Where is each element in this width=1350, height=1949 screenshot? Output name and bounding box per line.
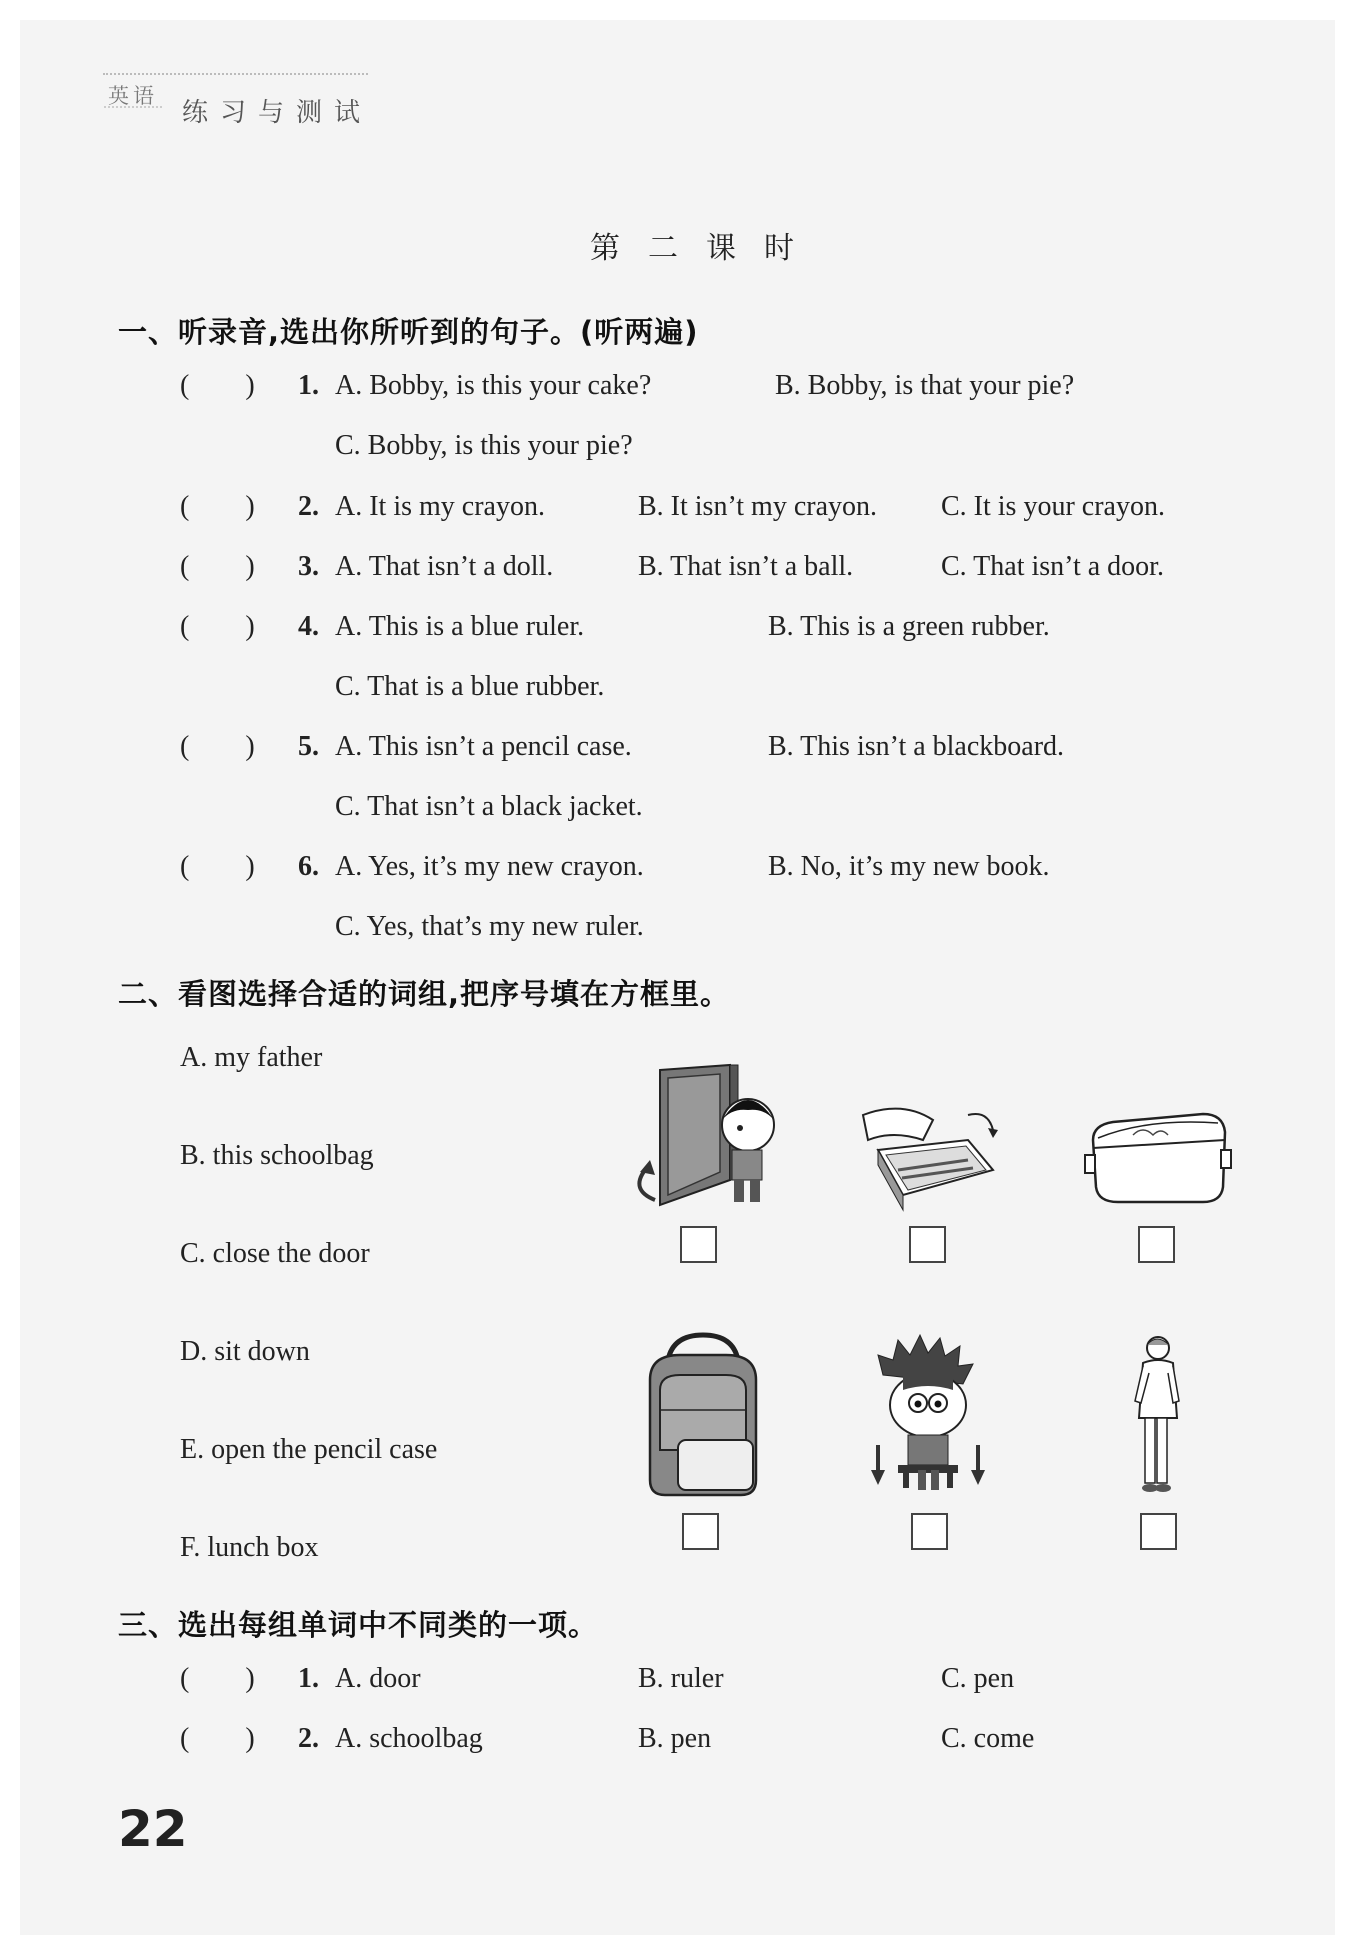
option-b: B. pen <box>638 1723 712 1754</box>
section3-title: 三、选出每组单词中不同类的一项。 <box>118 1608 599 1642</box>
option-c: C. come <box>941 1723 1035 1754</box>
section1-title: 一、听录音,选出你所听到的句子。(听两遍) <box>118 315 699 349</box>
question-number: 5. <box>298 731 319 762</box>
question-number: 1. <box>298 1663 319 1694</box>
answer-blank[interactable]: ( ) <box>180 731 255 762</box>
question-number: 4. <box>298 611 319 642</box>
question-number: 2. <box>298 491 319 522</box>
option-a: A. This isn’t a pencil case. <box>335 731 632 762</box>
option-a: A. This is a blue ruler. <box>335 611 585 642</box>
header-dotted-rule <box>103 73 368 75</box>
boy-sitting-picture <box>863 1330 993 1495</box>
question-number: 1. <box>298 370 319 401</box>
phrase-option: C. close the door <box>180 1238 370 1269</box>
question-number: 3. <box>298 551 319 582</box>
option-c: C. That isn’t a black jacket. <box>335 791 643 822</box>
phrase-option: D. sit down <box>180 1336 310 1367</box>
option-a: A. door <box>335 1663 421 1694</box>
phrase-option: A. my father <box>180 1042 323 1073</box>
header-subject: 英语 <box>108 84 158 108</box>
lunch-box-picture <box>1083 1110 1233 1210</box>
option-b: B. It isn’t my crayon. <box>638 491 878 522</box>
header-book-title: 练习与测试 <box>182 98 373 128</box>
option-b: B. ruler <box>638 1663 724 1694</box>
question-number: 6. <box>298 851 319 882</box>
answer-blank[interactable]: ( ) <box>180 851 255 882</box>
answer-blank[interactable]: ( ) <box>180 551 255 582</box>
option-a: A. schoolbag <box>335 1723 483 1754</box>
page-number: 22 <box>118 1800 188 1858</box>
answer-blank[interactable]: ( ) <box>180 491 255 522</box>
pencil-case-picture <box>858 1100 1008 1215</box>
answer-box[interactable] <box>1140 1513 1177 1550</box>
option-b: B. Bobby, is that your pie? <box>775 370 1075 401</box>
option-a: A. That isn’t a doll. <box>335 551 554 582</box>
option-b: B. This isn’t a blackboard. <box>768 731 1065 762</box>
answer-blank[interactable]: ( ) <box>180 1723 255 1754</box>
option-c: C. Yes, that’s my new ruler. <box>335 911 644 942</box>
phrase-option: F. lunch box <box>180 1532 319 1563</box>
option-b: B. That isn’t a ball. <box>638 551 854 582</box>
option-b: B. No, it’s my new book. <box>768 851 1050 882</box>
question-number: 2. <box>298 1723 319 1754</box>
answer-box[interactable] <box>909 1226 946 1263</box>
father-picture <box>1125 1330 1185 1500</box>
header-subject-underline <box>104 106 162 108</box>
door-closing-picture <box>620 1060 780 1210</box>
option-c: C. That isn’t a door. <box>941 551 1164 582</box>
phrase-option: E. open the pencil case <box>180 1434 438 1465</box>
answer-box[interactable] <box>680 1226 717 1263</box>
answer-box[interactable] <box>911 1513 948 1550</box>
option-a: A. Bobby, is this your cake? <box>335 370 652 401</box>
option-c: C. Bobby, is this your pie? <box>335 430 633 461</box>
answer-blank[interactable]: ( ) <box>180 370 255 401</box>
answer-blank[interactable]: ( ) <box>180 611 255 642</box>
answer-blank[interactable]: ( ) <box>180 1663 255 1694</box>
option-c: C. That is a blue rubber. <box>335 671 605 702</box>
option-a: A. Yes, it’s my new crayon. <box>335 851 644 882</box>
section2-title: 二、看图选择合适的词组,把序号填在方框里。 <box>118 977 731 1011</box>
option-a: A. It is my crayon. <box>335 491 545 522</box>
option-c: C. It is your crayon. <box>941 491 1165 522</box>
option-c: C. pen <box>941 1663 1015 1694</box>
answer-box[interactable] <box>1138 1226 1175 1263</box>
answer-box[interactable] <box>682 1513 719 1550</box>
lesson-title: 第二课时 <box>590 232 822 265</box>
schoolbag-picture <box>638 1330 768 1500</box>
phrase-option: B. this schoolbag <box>180 1140 374 1171</box>
option-b: B. This is a green rubber. <box>768 611 1050 642</box>
